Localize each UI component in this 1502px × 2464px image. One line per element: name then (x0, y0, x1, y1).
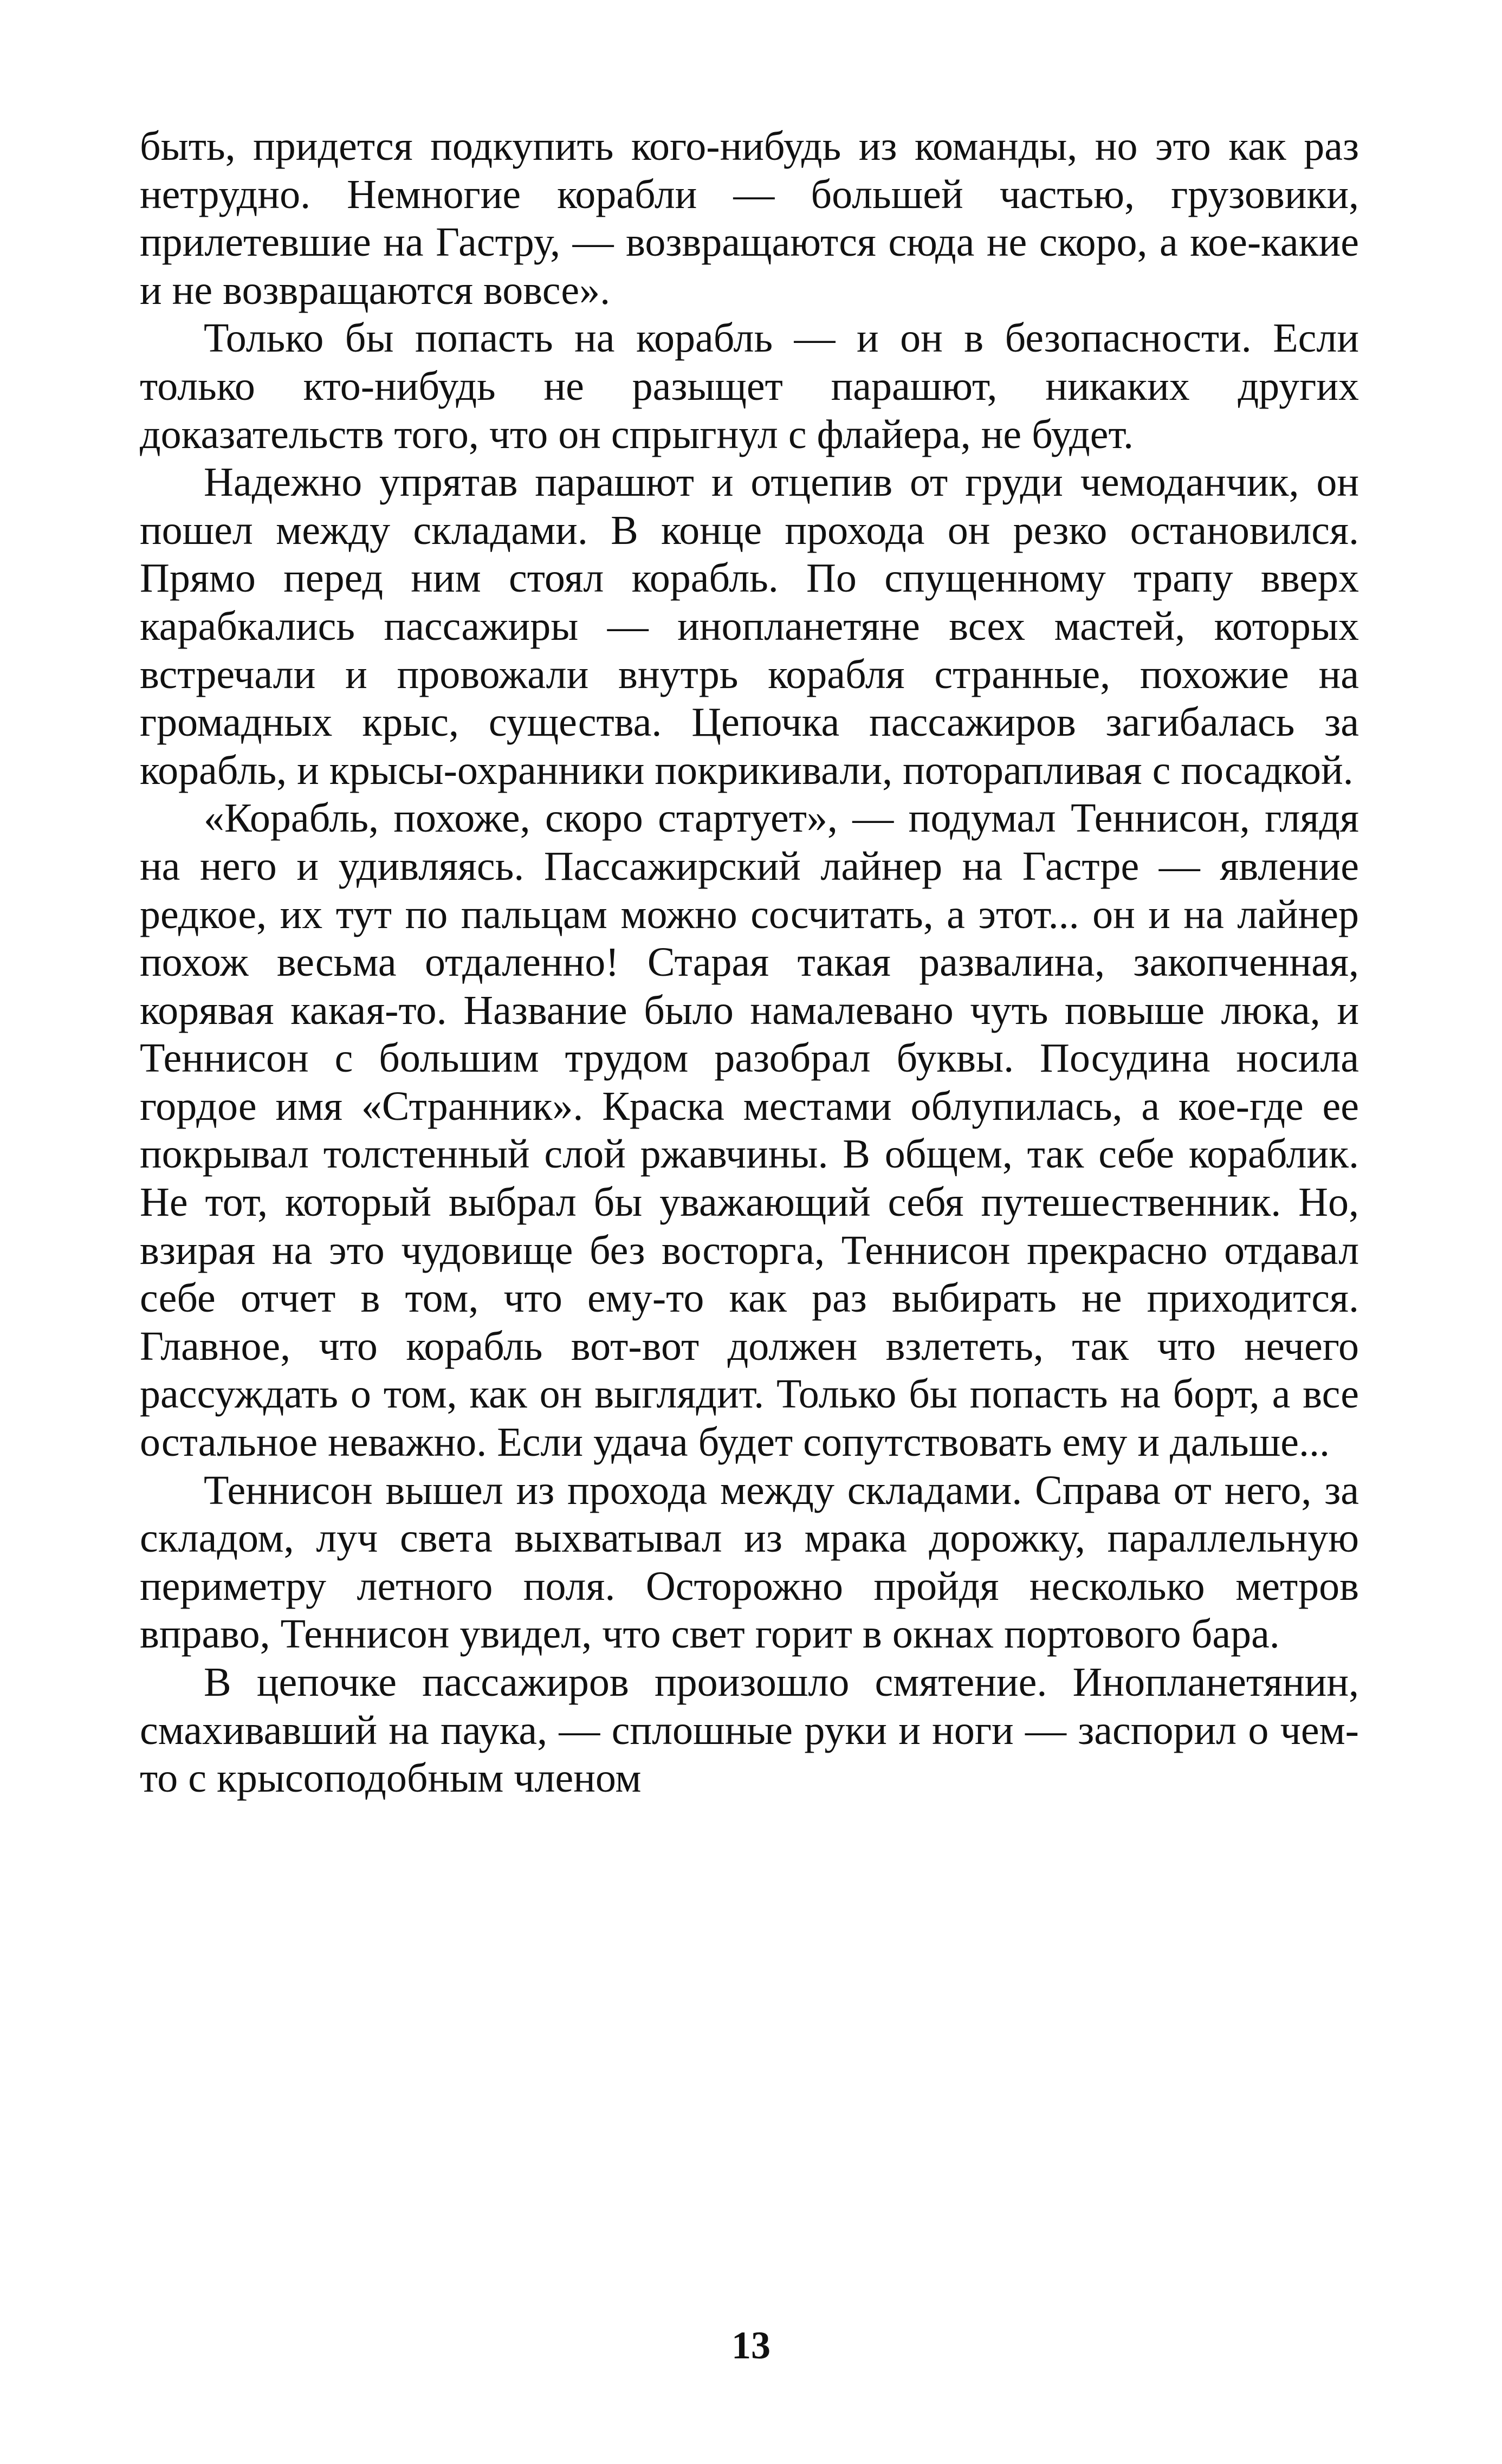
page-body-text (140, 122, 1359, 1802)
page-number: 13 (731, 2324, 771, 2367)
paragraph: Только бы попасть на корабль — и он в безопасности. Если только кто-нибудь не разыщет парашют, никаких других доказательств того, что он спрыгнул с флайера, не будет. (140, 315, 1359, 457)
paragraph: Теннисон вышел из прохода между складами. Справа от него, за складом, луч света выхватывал из мрака дорожку, параллельную периметру летного поля. Осторожно пройдя несколько метров вправо, Теннисон увидел, что свет горит в окнах портового бара. (140, 1467, 1359, 1657)
paragraph: В цепочке пассажиров произошло смятение. Инопланетянин, смахивавший на паука, — сплошные руки и ноги — заспорил о чем-то с крысоподобным членом (140, 1659, 1359, 1801)
paragraph-continuation: быть, придется подкупить кого-нибудь из команды, но это как раз нетрудно. Немногие корабли — большей частью, грузовики, прилетевшие на Гастру, — возвращаются сюда не скоро, а кое-какие и не возвращаются вовсе». (140, 124, 1359, 313)
paragraph: Надежно упрятав парашют и отцепив от груди чемоданчик, он пошел между складами. В конце прохода он резко остановился. Прямо перед ним стоял корабль. По спущенному трапу вверх карабкались пассажиры — инопланетяне всех мастей, которых встречали и провожали внутрь корабля странные, похожие на громадных крыс, существа. Цепочка пассажиров загибалась за корабль, и крысы-охранники покрикивали, поторапливая с посадкой. (140, 459, 1359, 793)
paragraph: «Корабль, похоже, скоро стартует», — подумал Теннисон, глядя на него и удивляясь. Пассажирский лайнер на Гастре — явление редкое, их тут по пальцам можно сосчитать, а этот... он и на лайнер похож весьма отдаленно! Старая такая развалина, закопченная, корявая какая-то. Название было намалевано чуть повыше люка, и Теннисон с большим трудом разобрал буквы. Посудина носила гордое имя «Странник». Краска местами облупилась, а кое-где ее покрывал толстенный слой ржавчины. В общем, так себе кораблик. Не тот, который выбрал бы уважающий себя путешественник. Но, взирая на это чудовище без восторга, Теннисон прекрасно отдавал себе отчет в том, что ему-то как раз выбирать не приходится. Главное, что корабль вот-вот должен взлететь, так что нечего рассуждать о том, как он выглядит. Только бы попасть на борт, а все остальное неважно. Если удача будет сопутствовать ему и дальше... (140, 795, 1359, 1466)
